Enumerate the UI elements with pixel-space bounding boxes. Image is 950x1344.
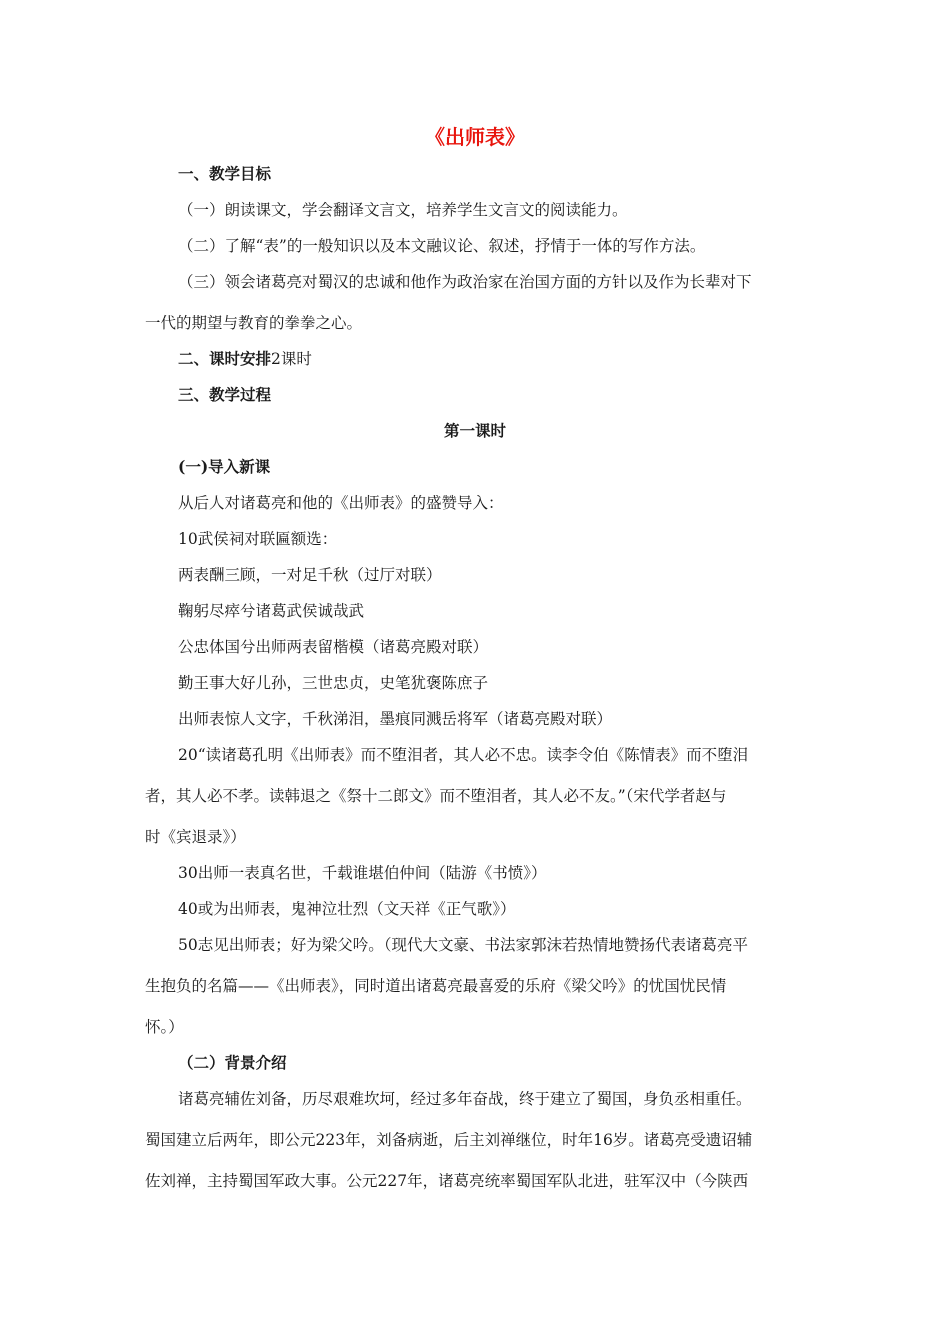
paragraph-line: 出师表惊人文字，千秋涕泪，墨痕同溅岳将军（诸葛亮殿对联） bbox=[178, 710, 613, 728]
page-title: 《出师表》 bbox=[425, 125, 525, 149]
paragraph-line: 怀。） bbox=[145, 1018, 184, 1036]
paragraph-line: 从后人对诸葛亮和他的《出师表》的盛赞导入： bbox=[178, 494, 504, 512]
schedule-line bbox=[178, 349, 950, 369]
objective-1: （一）朗读课文，学会翻译文言文，培养学生文言文的阅读能力。 bbox=[178, 201, 628, 219]
paragraph-line: 佐刘禅，主持蜀国军政大事。公元227年，诸葛亮统率蜀国军队北进，驻军汉中（今陕西 bbox=[145, 1172, 749, 1190]
paragraph-line: 50志见出师表；好为梁父吟。（现代大文豪、书法家郭沫若热情地赞扬代表诸葛亮平 bbox=[178, 936, 748, 954]
section-heading-process: 三、教学过程 bbox=[178, 385, 272, 404]
paragraph-line: 20“读诸葛孔明《出师表》而不堕泪者，其人必不忠。读李令伯《陈情表》而不堕泪 bbox=[178, 746, 749, 764]
paragraph-line: 两表酬三顾，一对足千秋（过厅对联） bbox=[178, 566, 442, 584]
paragraph-line: 生抱负的名篇——《出师表》，同时道出诸葛亮最喜爱的乐府《梁父吟》的忧国忧民情 bbox=[145, 977, 727, 995]
objective-3: （三）领会诸葛亮对蜀汉的忠诚和他作为政治家在治国方面的方针以及作为长辈对下 bbox=[178, 273, 752, 291]
paragraph-line: 公忠体国兮出师两表留楷模（诸葛亮殿对联） bbox=[178, 638, 489, 656]
paragraph-line: 蜀国建立后两年，即公元223年，刘备病逝，后主刘禅继位，时年16岁。诸葛亮受遗诏辅 bbox=[145, 1131, 753, 1149]
paragraph-line: 诸葛亮辅佐刘备，历尽艰难坎坷，经过多年奋战，终于建立了蜀国，身负丞相重任。 bbox=[178, 1090, 752, 1108]
paragraph-line: 者，其人必不孝。读韩退之《祭十二郎文》而不堕泪者，其人必不友。”（宋代学者赵与 bbox=[145, 787, 727, 805]
paragraph-line: 40或为出师表，鬼神泣壮烈（文天祥《正气歌》） bbox=[178, 900, 516, 918]
schedule-label: 二、课时安排 bbox=[178, 349, 272, 368]
objective-2: （二）了解“表”的一般知识以及本文融议论、叙述，抒情于一体的写作方法。 bbox=[178, 237, 706, 255]
lesson-heading: 第一课时 bbox=[443, 421, 506, 440]
paragraph-line: 10武侯祠对联匾额选： bbox=[178, 530, 338, 548]
schedule-value: 2课时 bbox=[271, 350, 312, 368]
paragraph-line: 30出师一表真名世，千载谁堪伯仲间（陆游《书愤》） bbox=[178, 864, 547, 882]
paragraph-line: 勤王事大好儿孙，三世忠贞，史笔犹褒陈庶子 bbox=[178, 674, 489, 692]
section-heading-objectives: 一、教学目标 bbox=[178, 164, 272, 183]
subsection-heading-background: （二）背景介绍 bbox=[178, 1053, 287, 1072]
paragraph-line: 时《宾退录》） bbox=[145, 828, 246, 846]
paragraph-line: 鞠躬尽瘁兮诸葛武侯诚哉武 bbox=[178, 602, 365, 620]
subsection-heading-intro: (一)导入新课 bbox=[178, 457, 271, 476]
objective-3-cont: 一代的期望与教育的拳拳之心。 bbox=[145, 314, 363, 332]
